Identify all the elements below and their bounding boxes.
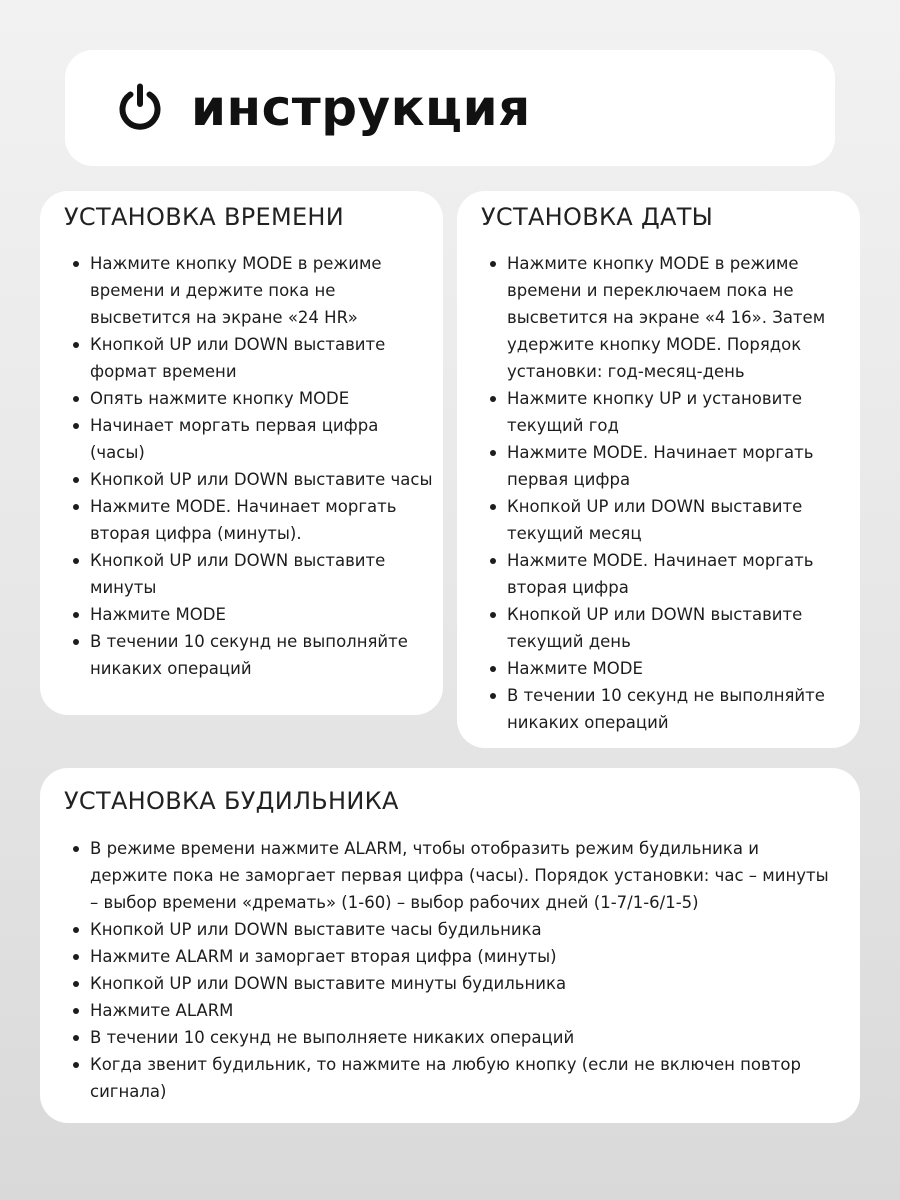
list-item: В течении 10 секунд не выполняйте никаких операций (507, 682, 852, 736)
list-item: Опять нажмите кнопку MODE (90, 385, 435, 412)
list-item: Нажмите кнопку MODE в режиме времени и держите пока не высветится на экране «24 HR» (90, 250, 435, 331)
page-title: инструкция (191, 79, 531, 137)
list-item: Кнопкой UP или DOWN выставите минуты (90, 547, 435, 601)
alarm-setting-list (90, 835, 830, 1105)
list-item: Кнопкой UP или DOWN выставите часы (90, 466, 435, 493)
alarm-setting-card (40, 768, 860, 1123)
date-setting-list (507, 250, 852, 736)
list-item: Кнопкой UP или DOWN выставите минуты будильника (90, 970, 830, 997)
list-item: Кнопкой UP или DOWN выставите формат времени (90, 331, 435, 385)
time-setting-card (40, 191, 443, 715)
list-item: В режиме времени нажмите ALARM, чтобы отобразить режим будильника и держите пока не заморгает первая цифра (часы). Порядок установки: час – минуты – выбор времени «дремать» (1-60) – выбор рабочих дней (1-7/1-6/1-5) (90, 835, 830, 916)
list-item: Нажмите MODE (507, 655, 852, 682)
date-setting-card (457, 191, 860, 748)
list-item: Начинает моргать первая цифра (часы) (90, 412, 435, 466)
list-item: Нажмите MODE. Начинает моргать вторая цифра (507, 547, 852, 601)
list-item: Нажмите кнопку UP и установите текущий год (507, 385, 852, 439)
list-item: Кнопкой UP или DOWN выставите часы будильника (90, 916, 830, 943)
list-item: Нажмите MODE (90, 601, 435, 628)
list-item: Нажмите кнопку MODE в режиме времени и переключаем пока не высветится на экране «4 16». Затем удержите кнопку MODE. Порядок установки: год-месяц-день (507, 250, 852, 385)
list-item: Кнопкой UP или DOWN выставите текущий день (507, 601, 852, 655)
list-item: В течении 10 секунд не выполняете никаких операций (90, 1024, 830, 1051)
list-item: В течении 10 секунд не выполняйте никаких операций (90, 628, 435, 682)
power-icon (115, 83, 165, 133)
list-item: Нажмите ALARM и заморгает вторая цифра (минуты) (90, 943, 830, 970)
date-setting-title: УСТАНОВКА ДАТЫ (481, 203, 714, 231)
header-card (65, 50, 835, 166)
list-item: Кнопкой UP или DOWN выставите текущий месяц (507, 493, 852, 547)
time-setting-title: УСТАНОВКА ВРЕМЕНИ (64, 203, 345, 231)
list-item: Нажмите MODE. Начинает моргать вторая цифра (минуты). (90, 493, 435, 547)
list-item: Когда звенит будильник, то нажмите на любую кнопку (если не включен повтор сигнала) (90, 1051, 830, 1105)
list-item: Нажмите MODE. Начинает моргать первая цифра (507, 439, 852, 493)
list-item: Нажмите ALARM (90, 997, 830, 1024)
alarm-setting-title: УСТАНОВКА БУДИЛЬНИКА (64, 787, 399, 815)
time-setting-list (90, 250, 435, 682)
